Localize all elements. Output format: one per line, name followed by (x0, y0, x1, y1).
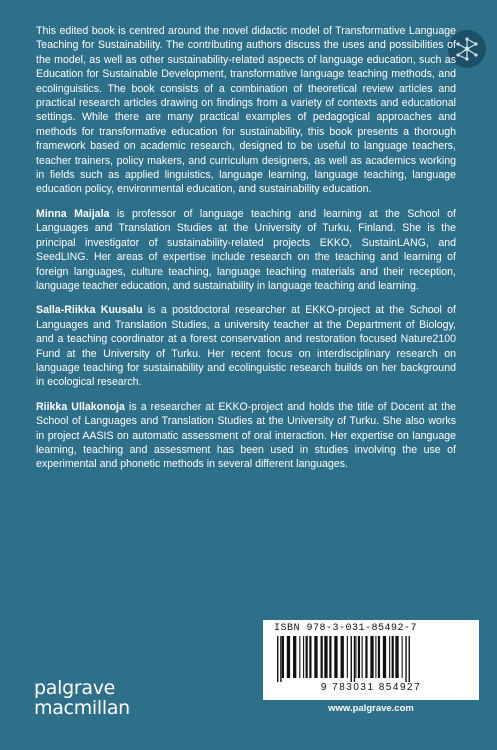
editor-bio-text: is a researcher at EKKO-project and holds the title of Docent at the School of Languages and Translation Studies at the University of Turku. She also works in project AASIS on automatic assessment of oral interaction. Her expertise on language learning, teaching and assessment has been used in studies involving the use of experimental and phonetic methods in several different languages. (36, 400, 456, 471)
isbn-number: ISBN 978-3-031-85492-7 (274, 623, 418, 634)
barcode-image (275, 636, 467, 682)
logo-line-macmillan: macmillan (34, 697, 130, 719)
editor-bio (36, 400, 456, 472)
editor-name: Riikka Ullakonoja (36, 400, 125, 413)
publisher-url[interactable]: www.palgrave.com (263, 700, 479, 717)
editor-bio (36, 207, 456, 293)
editor-bio (36, 303, 456, 389)
back-cover-blurb (36, 24, 456, 482)
barcode-digits: 9 783031 854927 (320, 682, 422, 693)
palgrave-macmillan-logo (34, 678, 130, 718)
network-glyph (454, 36, 480, 62)
intro-paragraph: This edited book is centred around the novel didactic model of Transformative Language Teaching for Sustainability. The contributing authors discuss the uses and possibilities of the model, as well as other sustainability-related aspects of language education, such as Education for Sustainable Development, transformative language teaching methods, and ecolinguistics. The book consists of a combination of theoretical review articles and practical research articles drawing on findings from a variety of contexts and educational settings. While there are many practical examples of pedagogical approaches and methods for transformative education for sustainability, this book presents a thorough framework based on academic research, designed to be useful to language teachers, teacher trainers, policy makers, and curriculum designers, as well as academics working in fields such as applied linguistics, language learning, language teaching, language education policy, environmental education, and sustainability education. (36, 25, 456, 196)
editor-bio-text: is professor of language teaching and learning at the School of Languages and Translation Studies at the University of Turku, Finland. She is the principal investigator of sustainability-related projects EKKO, SustainLANG, and SeedLING. Her areas of expertise include research on the teaching and learning of foreign languages, culture teaching, language teaching materials and their reception, language teacher education, and sustainability in language teaching and learning. (36, 207, 457, 292)
editor-name: Salla-Riikka Kuusalu (36, 304, 143, 317)
isbn-barcode-box (263, 620, 479, 717)
editor-bio-text: is a postdoctoral researcher at EKKO-project at the School of Languages and Translation Studies, a university teacher at the Department of Biology, and a teaching coordinator at a forest conservation and restoration focused Nature2100 Fund at the University of Turku. Her recent focus on interdisciplinary research on language teaching for sustainability and ecolinguistic research builds on her background in ecological research. (36, 304, 456, 389)
editor-name: Minna Maijala (36, 207, 110, 220)
logo-line-palgrave: palgrave (34, 677, 116, 699)
